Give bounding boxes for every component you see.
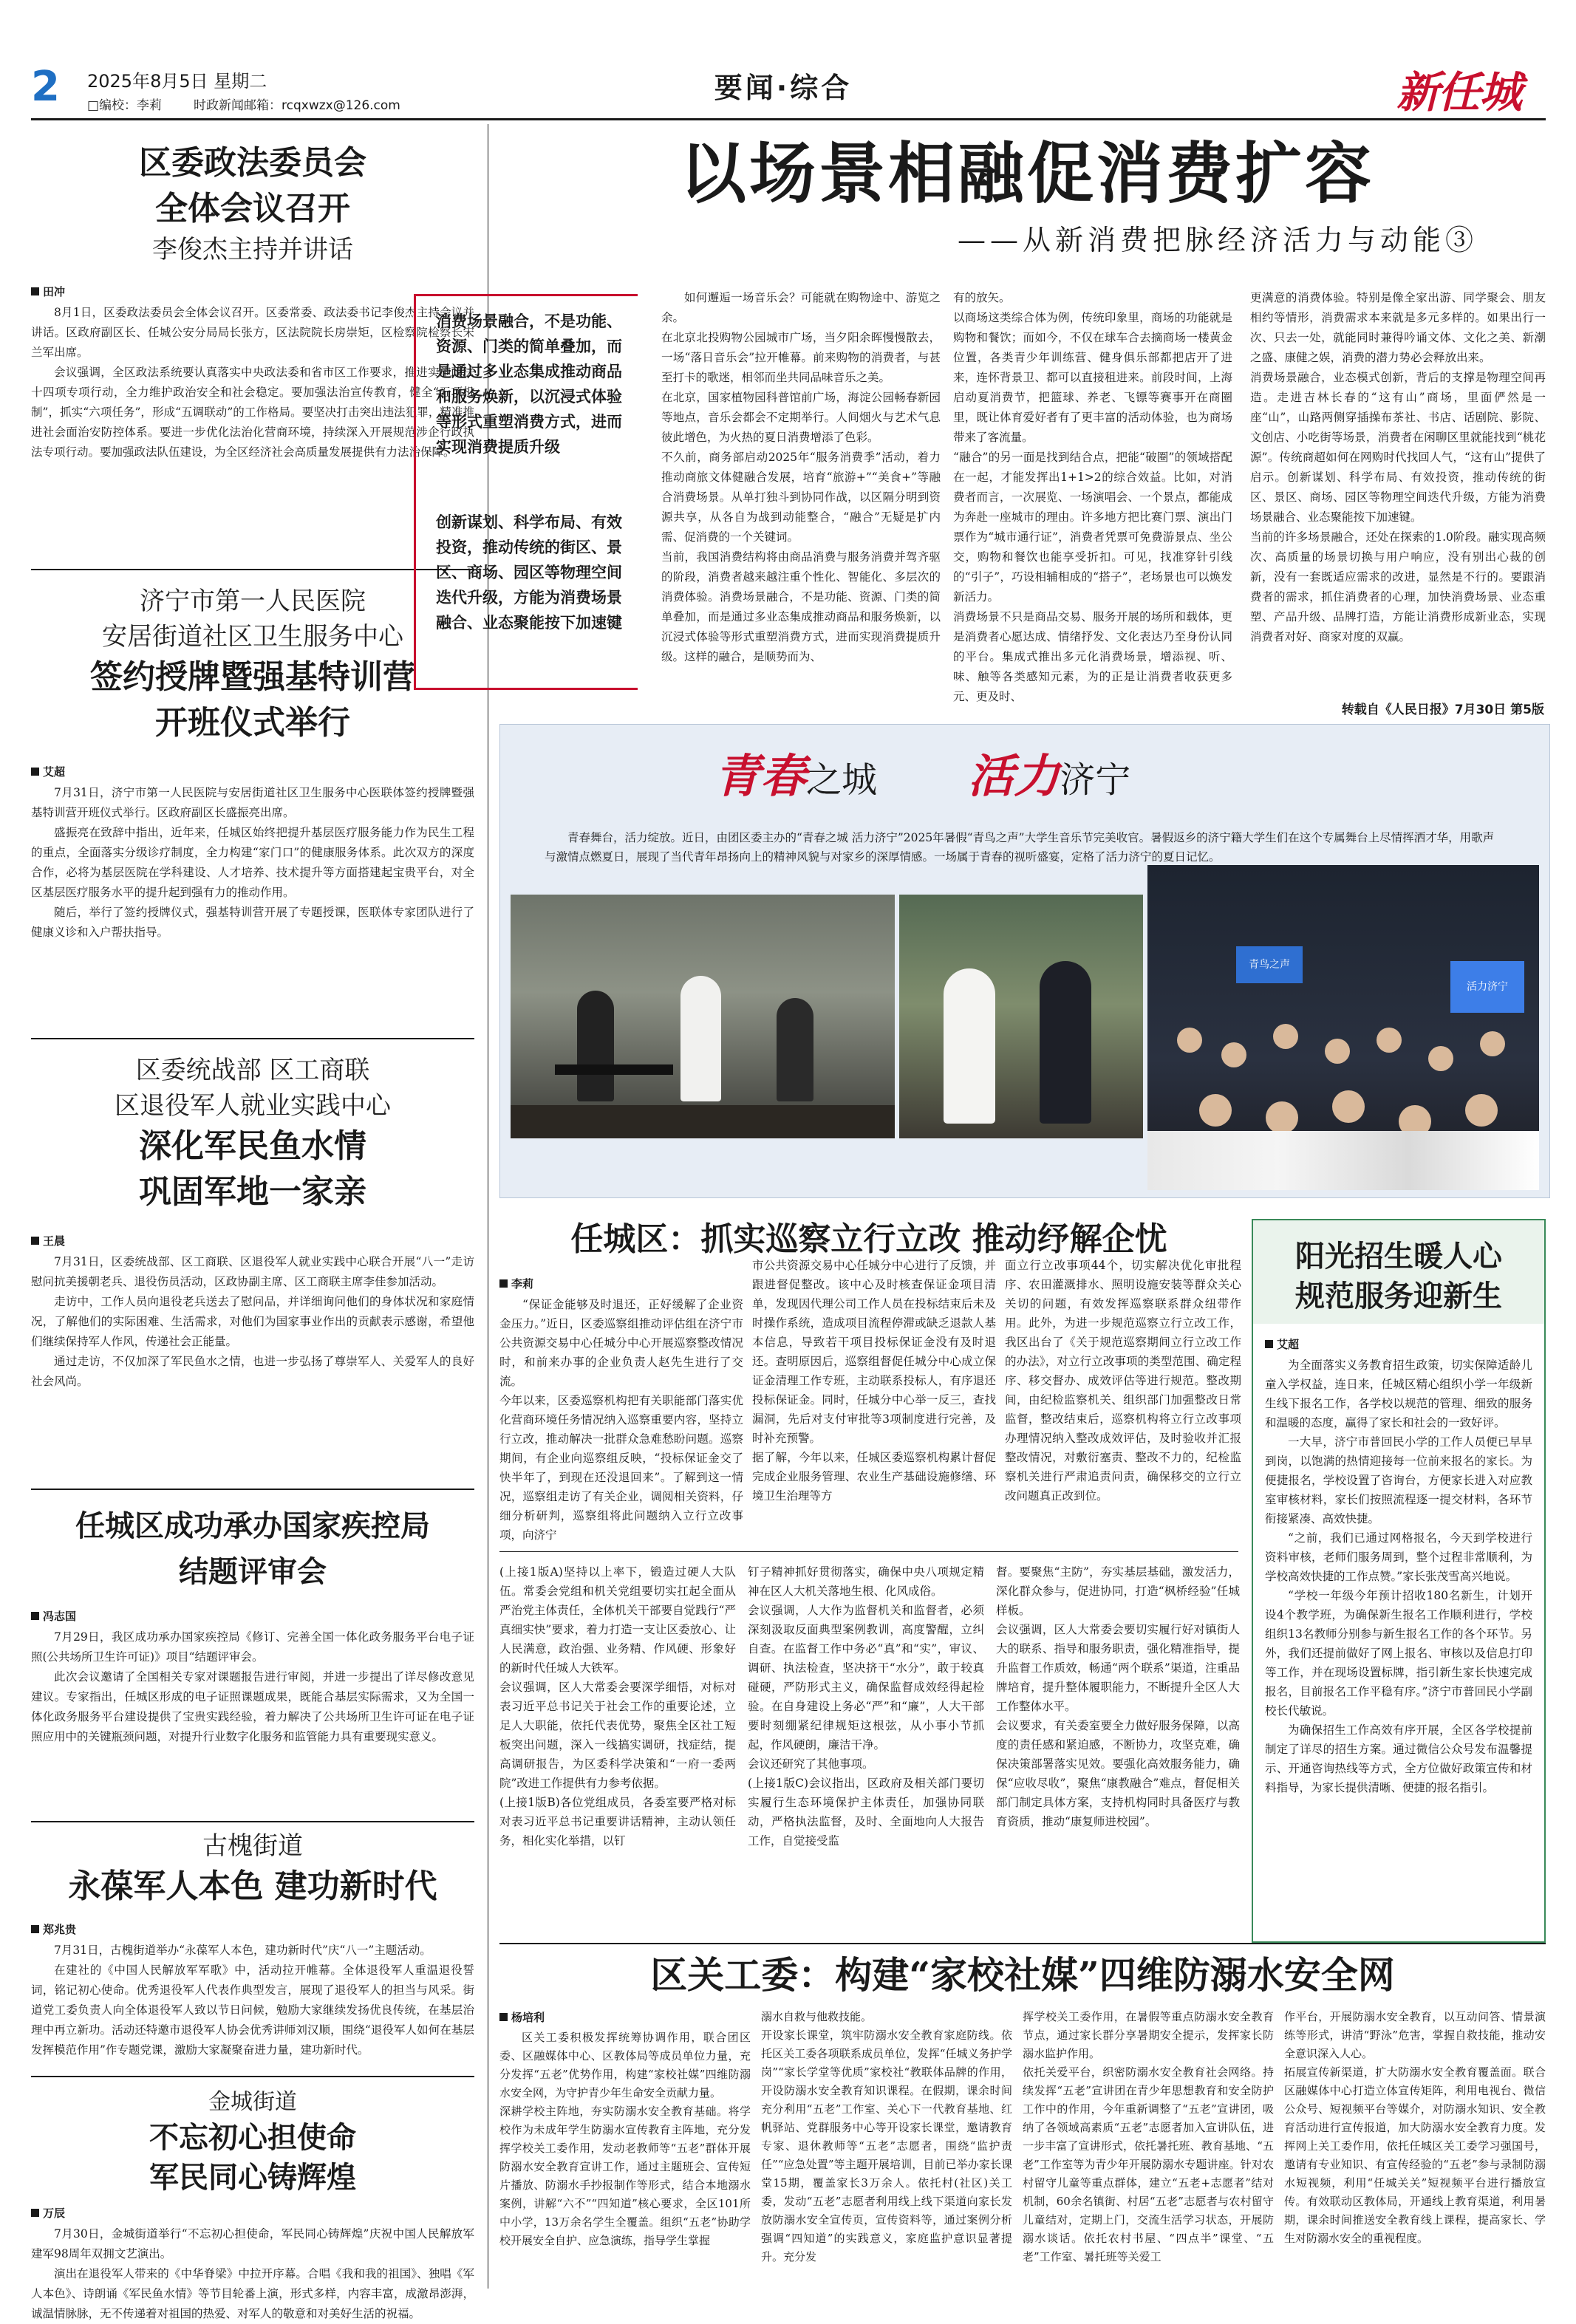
- audience-member: [1465, 1094, 1498, 1127]
- paragraph: 随后，举行了签约授牌仪式，强基特训营开展了专题授课，医联体专家团队进行了健康义诊和入户帮扶指导。: [31, 906, 474, 939]
- byline: 冯志国: [31, 1607, 474, 1626]
- paragraph: 7月30日，金城街道举行“不忘初心担使命，军民同心铸辉煌”庆祝中国人民解放军建军98周年双拥文艺演出。: [31, 2227, 474, 2260]
- feature-title: 以场景相融促消费扩容: [680, 134, 1374, 213]
- box-body: [1265, 1335, 1532, 1933]
- divider: [499, 1943, 1546, 1944]
- paragraph: 演出在退役军人带来的《中华脊梁》中拉开序幕。合唱《我和我的祖国》、独唱《军人本色》、诗朗诵《军民鱼水情》等节目轮番上演，形式多样，内容丰富，成激昂澎湃，诚温情脉脉，无不传递着对祖国的热爱、对军人的敬意和对美好生活的祝福。: [31, 2267, 474, 2320]
- issue-date: 2025年8月5日 星期二: [87, 71, 267, 92]
- byline: 杨培利: [499, 2008, 751, 2027]
- headline-line2: 军民同心铸辉煌: [149, 2160, 356, 2195]
- headline-line1: 任城区成功承办国家疾控局: [75, 1508, 430, 1543]
- performer-figure: [577, 991, 614, 1101]
- photo-band-performance: [511, 895, 895, 1138]
- audience-member: [1332, 1090, 1365, 1123]
- continued-column-3: 督。要聚焦“主防”，夯实基层基础，激发活力，深化群众参与，促进协同，打造“枫桥经验”任城样板。 会议强调，区人大常委会要切实履行好对镇街人大的联系、指导和服务职责，强化精准指导，提升监督工作质效，畅通“两个联系”渠道，注重品牌培育，提升整体履职能力，不断提升全区人大工作整体水平。 会议要求，有关委室要全力做好服务保障，以高度的责任感和紧迫感，不断协力，攻坚克难，确保决策部署落实见效。要强化高效服务能力，确保“应收尽收”，聚焦“康教融合”难点，督促相关部门制定具体方案，支持机构同时具备医疗与教育资质，推动“康复师进校园”。: [996, 1565, 1240, 1828]
- paragraph: 7月31日，古槐街道举办“永葆军人本色，建功新时代”庆“八一”主题活动。: [54, 1944, 431, 1957]
- continued-column-2: 钉子精神抓好贯彻落实，确保中央八项规定精神在区人大机关落地生根、化风成俗。 会议强调，人大作为监督机关和监督者，必须深刻汲取反面典型案例教训，高度警醒，立纠自查。在监督工作中务必“真”和“实”，审议、调研、执法检查，坚决挤干“水分”，敢于较真碰硬，严防形式主义，确保监督成效经得起检验。在自身建设上务必“严”和“廉”，人大干部要时刻绷紧纪律规矩这根弦，从小事小节抓起，作风硬朗，廉洁干净。 会议还研究了其他事项。 (上接1版C)会议指出，区政府及相关部门要切实履行生态环境保护主体责任，加强协同联动，严格执法监督，及时、全面地向人大报告工作，自觉接受监: [748, 1565, 984, 1848]
- paragraph: 会议强调，全区政法系统要认真落实中央政法委和省市区工作要求，推进实施政法十四项专项行动，全力维护政治安全和社会稳定。要加强法治宣传教育，健全“五项机制”，抓实“六项任务”，形成“五调联动”的工作格局。要坚决打击突出违法犯罪，精准推进社会面治安防控体系。要进一步优化法治化营商环境，持续深入开展规范涉企行政执法专项行动。要加强政法队伍建设，为全区经济社会高质量发展提供有力法治保障。: [31, 366, 474, 459]
- kicker-line2: 安居街道社区卫生服务中心: [102, 622, 403, 652]
- singer-figure: [1040, 961, 1091, 1124]
- audience-member: [1266, 1101, 1298, 1134]
- sunshine-enrollment-box: [1252, 1219, 1546, 1943]
- divider: [31, 1038, 474, 1039]
- paragraph: 此次会议邀请了全国相关专家对课题报告进行审阅，并进一步提出了详尽修改意见建议。专家指出，任城区形成的电子证照课题成果，既能合基层实际需求，又为全国一体化政务服务平台建设提供了宝贵实践经验，着力解决了公共场所卫生许可证在电子证照应用中的关键瓶颈问题，对提升行业数字化服务和监管能力具有重要现实意义。: [31, 1670, 474, 1743]
- feature-column-2: 有的放矢。 以商场这类综合体为例，传统印象里，商场的功能就是购物和餐饮；而如今，不仅在球车合去摘商场一楼黄金位置，各类青少年训练营、健身俱乐部都把店开了进来，连怀背景卫、都可以直接租进来。前段时间，上海启动夏消费节，把篮球、养老、飞镖等赛事开在商圈里，既让体育爱好者有了更丰富的活动体验，也为商场带来了客流量。 “融合”的另一面是找到结合点，把能“破圈”的领域搭配在一起，才能发挥出1+1>2的综合效益。比如，对消费者而言，一次展览、一场演唱会、一个景点，都能成为奔赴一座城市的理由。许多地方把比赛门票、演出门票作为“城市通行证”，消费者凭票可免费游景点、坐公交，购物和餐饮也能享受折扣。可见，找准穿针引线的“引子”，巧设相辅相成的“搭子”，老场景也可以焕发新活力。 消费场景不只是商品交易、服务开展的场所和载体，更是消费者心愿达成、情绪抒发、文化表达乃至身份认同的平台。集成式推出多元化消费场景，增添视、听、味、触等各类感知元素，为的正是让消费者收获更多元、更及时、: [953, 291, 1232, 703]
- photo-singers: [899, 895, 1143, 1138]
- feature-source: 转载自《人民日报》7月30日 第5版: [1341, 703, 1544, 717]
- article-hospital-signing: [31, 584, 474, 1027]
- paragraph: 一大早，济宁市普回民小学的工作人员便已早早到岗，以饱满的热情迎接每一位前来报名的家长。为便捷报名，学校设置了咨询台，方便家长进入对应教室审核材料，家长们按照流程逐一提交材料，各环节衔接紧凑、高效快捷。: [1265, 1435, 1532, 1525]
- feature-column-1: 如何邂逅一场音乐会？可能就在购物途中、游览之余。 在北京北投购物公园城市广场，当夕阳余晖慢慢散去，一场“落日音乐会”拉开帷幕。前来购物的消费者，与甚至打卡的歌迷，相邻而坐共同品味音乐之美。 在北京，国家植物园科普馆前广场，海淀公园畅春新园等地点，音乐会都会不定期举行。人间烟火与艺术气息彼此增色，为火热的夏日消费增添了色彩。 不久前，商务部启动2025年“服务消费季”活动，着力推动商旅文体健融合发展，培育“旅游+”“美食+”等融合消费场景。从单打独斗到协同作战，以区隔分明到资源共享，从各自为战到动能整合，“融合”无疑是扩内需、促消费的一个关键词。 当前，我国消费结构将由商品消费与服务消费并驾齐驱的阶段，消费者越来越注重个性化、智能化、多层次的消费体验。消费场景融合，不是功能、资源、门类的简单叠加，而是通过多业态集成推动商品和服务焕新，以沉浸式体验等形式重塑消费方式，进而实现消费提质升级。这样的融合，是顺势而为、: [661, 291, 941, 663]
- drowning-column-3: 挥学校关工委作用，在暑假等重点防溺水安全教育节点，通过家长群分享暑期安全提示，发挥家长防溺水监护作用。 依托关爱平台，织密防溺水安全教育社会网络。持续发挥“五老”宣讲团在青少年思想教育和安全防护工作中的作用，今年重新调整了“五老”宣讲团，吸纳了各领域高素质“五老”志愿者加入宣讲队伍，进一步丰富了宣讲形式，依托暑托班、教育基地、“五老”工作室等为青少年开展防溺水专题讲座。针对农村留守儿童等重点群体，建立“五老+志愿者”结对机制，60余名镇街、村居“五老”志愿者与农村留守儿童结对，定期上门，交流生活学习状态，开展防溺水谈话。依托农村书屋、“四点半”课堂、“五老”工作室、暑托班等关爱工: [1023, 2010, 1274, 2263]
- kicker: 金城街道: [208, 2089, 297, 2115]
- byline: 郑兆贵: [31, 1920, 474, 1939]
- paragraph: “学校一年级今年预计招收180名新生，计划开设4个教学班，为确保新生报名工作顺利进行，学校组织13名教师分别参与新生报名工作的各个环节。另外，我们还提前做好了网上报名、审核以及信息打印等工作，并在现场设置标牌，指引新生家长快速完成报名，目前报名工作平稳有序。”济宁市普回民小学副校长代敏说。: [1265, 1589, 1532, 1718]
- stage-floor: [511, 1105, 895, 1138]
- headline-line1: 签约授牌暨强基特训营: [90, 658, 415, 696]
- newspaper-logo: 新任城: [1396, 67, 1521, 117]
- inspection-column-1: [499, 1274, 743, 1540]
- column-text: 区关工委积极发挥统筹协调作用，联合团区委、区融媒体中心、区教体局等成员单位力量，充分发挥“五老”优势作用，构建“家校社媒”四维防溺水安全网，为守护青少年生命安全贡献力量。 深耕学校主阵地，夯实防溺水安全教育基础。将学校作为未成年学生防溺水宣传教育主阵地，充分发挥学校关工委作用，发动老教师等“五老”群体开展防溺水安全教育宣讲工作，通过主题班会、宣传短片播放、防溺水手抄报制作等形式，结合本地溺水案例，讲解“六不”“四知道”核心要求，全区101所中小学，13万余名学生全覆盖。组织“五老”协助学校开展安全自护、应急演练，指导学生掌握: [499, 2031, 751, 2247]
- singer-figure: [944, 968, 995, 1124]
- paragraph: 通过走访，不仅加深了军民鱼水之情，也进一步弘扬了尊崇军人、关爱军人的良好社会风尚。: [31, 1355, 474, 1388]
- news-email: 时政新闻邮箱：rcqxwzx@126.com: [194, 98, 400, 113]
- paragraph: 7月31日，区委统战部、区工商联、区退役军人就业实践中心联合开展“八一”走访慰问抗美援朝老兵、退役伤员活动，区政协副主席、区工商联主席李佳参加活动。: [31, 1255, 474, 1288]
- divider: [31, 1489, 474, 1490]
- feature-column-3: 更满意的消费体验。特别是像全家出游、同学聚会、朋友相约等情形，消费需求本来就是多元多样的。如果出行一次、只去一处，就能同时兼得吟诵文体、文化之美、新潮之盛、康健之娱，消费的潜力势必会释放出来。 消费场景融合，业态模式创新，背后的支撑是物理空间再造。走进吉林长春的“这有山”商场，里面俨然是一座“山”，山路两侧穿插操布茶社、书店、话剧院、影院、文创店、小吃街等场景，消费者在闲聊区里就能找到“桃花源”。传统商超如何在网购时代找回人气，“这有山”提供了启示。创新谋划、科学布局、有效投资，推动传统的街区、景区、商场、园区等物理空间迭代升级，方能为消费场景融合、业态聚能按下加速键。 当前的许多场景融合，还处在探索的1.0阶段。融实现高频次、高质量的场景切换与用户响应，没有别出心裁的创新，没有一套既适应需求的改进，显然是不行的。要跟消费者的需求，抓住消费者的心理，加快消费场景、业态重塑、产品升级、品牌打造，方能让消费形成新业态，实现消费者对好、商家对度的双赢。: [1250, 291, 1546, 643]
- headline-line2: 全体会议召开: [155, 190, 350, 228]
- pull-quote-box: [414, 294, 650, 693]
- audience-member: [1177, 1028, 1202, 1053]
- paragraph: 7月29日，我区成功承办国家疾控局《修订、完善全国一体化政务服务平台电子证照(公共场所卫生许可证)》项目“结题评审会。: [31, 1630, 474, 1664]
- audience-member: [1428, 1046, 1453, 1071]
- paragraph: 7月31日，济宁市第一人民医院与安居街道社区卫生服务中心医联体签约授牌暨强基特训营开班仪式举行。区政府副区长盛振亮出席。: [31, 786, 474, 819]
- byline: 艾超: [1265, 1335, 1532, 1354]
- pull-quote-2: 创新谋划、科学布局、有效投资，推动传统的街区、景区、商场、园区等物理空间迭代升级，方能为消费场景融合、业态聚能按下加速键: [436, 513, 622, 632]
- editor-credit: □编校：李莉: [87, 98, 163, 113]
- photo-feature: [499, 724, 1550, 1198]
- page-number: 2: [31, 63, 60, 111]
- headline-line2: 结题评审会: [179, 1554, 327, 1589]
- headline-line2: 规范服务迎新生: [1295, 1279, 1502, 1313]
- divider: [499, 1551, 1238, 1552]
- headline-line2: 巩固军地一家亲: [139, 1173, 366, 1211]
- drowning-column-2: 溺水自救与他救技能。 开设家长课堂，筑牢防溺水安全教育家庭防线。依托区关工委各项联系成员单位，发挥“任城义务护学岗”“家长学堂等优质”家校社“教联体品牌的作用，开设防溺水安全教育知识课程。在假期，课余时间充分利用“五老”工作室、关心下一代教育基地、红帆驿站、党群服务中心等开设家长课堂，邀请教育专家、退休教师等“五老”志愿者，围绕“监护责任”“应急处置”等主题开展培训，目前已举办家长课堂15期，覆盖家长3万余人。依托村(社区)关工委，发动“五老”志愿者利用线上线下渠道向家长发放防溺水安全宣传页，宣传资料等，通过案例分析强调“四知道”的实践意义，家庭监护意识显著提升。充分发: [761, 2010, 1012, 2263]
- section-title: 要闻·综合: [714, 72, 853, 104]
- audience-member: [1480, 1031, 1505, 1056]
- continued-column-1: (上接1版A)坚持以上率下，锻造过硬人大队伍。常委会党组和机关党组要切实扛起全面从严治党主体责任，全体机关干部要自觉践行“严真细实快”要求，着力打造一支让区委放心、让人民满意，政治强、业务精、作风硬、形象好的新时代任城人大铁军。 会议强调，区人大常委会要深学细悟，对标对表习近平总书记关于社会工作的重要论述，立足人大职能，依托代表优势，聚焦全区社工短板突出问题，深入一线搞实调研，找症结，提高调研报告，为区委科学决策和“一府一委两院”改进工作提供有力参考依据。 (上接1版B)各位党组成员，各委室要严格对标对表习近平总书记重要讲话精神，主动认领任务，相化实化举措，以钉: [499, 1565, 736, 1848]
- paragraph: 在建社的《中国人民解放军军歌》中，活动拉开帷幕。全体退役军人重温退役誓词，铭记初心使命。优秀退役军人代表作典型发言，展现了退役军人的担当与风采。街道党工委负责人向全体退役军人致以节日问候，勉励大家继续发扬优良传统，在基层治理中再立新功。活动还特邀市退役军人协会优秀讲师刘汉顺，围绕“退役军人如何在基层发挥模范作用”作专题党课，激励大家凝聚奋进力量，建功新时代。: [31, 1964, 474, 2057]
- kicker-line1: 济宁市第一人民医院: [140, 587, 366, 616]
- inspection-column-2: 市公共资源交易中心任城分中心进行了反馈，并跟进督促整改。该中心及时核查保证金项目清单，发现因代理公司工作人员在投标结束后未及时操作系统，造成项目流程停滞或缺乏退款人基本信息，导致若干项目投标保证金没有及时退还。查明原因后，巡察组督促任城分中心成立保证金清理工作专班，主动联系投标人，有序退还投标保证金。同时，任城分中心举一反三，查找漏洞，先后对支付审批等3项制度进行完善，及时补充预警。 据了解，今年以来，任城区委巡察机构累计督促完成企业服务管理、农业生产基础设施修缮、环境卫生治理等方: [752, 1259, 996, 1503]
- article-veterans-visit: [31, 1053, 474, 1481]
- performer-figure: [777, 998, 813, 1101]
- feature-subtitle: ——从新消费把脉经济活力与动能③: [957, 224, 1478, 256]
- headline-line1: 深化军民鱼水情: [139, 1127, 366, 1165]
- byline: 艾超: [31, 762, 474, 782]
- audience-member: [1325, 1039, 1350, 1064]
- headline: 永葆军人本色 建功新时代: [68, 1867, 437, 1905]
- byline: 李莉: [499, 1274, 743, 1293]
- headline-line1: 不忘初心担使命: [149, 2120, 356, 2155]
- drowning-column-1: [499, 2008, 751, 2289]
- drowning-headline: 区关工委：构建“家校社媒”四维防溺水安全网: [650, 1953, 1395, 1997]
- headline-line1: 阳光招生暖人心: [1295, 1239, 1502, 1274]
- inspection-column-3: 面立行立改事项44个，切实解决优化审批程序、农田灌溉排水、照明设施安装等群众关心关切的问题，有效发挥巡察联系群众纽带作用。此外，为进一步规范巡察立行立改工作，我区出台了《关于规范巡察期间立行立改工作的办法》，对立行立改事项的类型范围、确定程序、移交督办、成效评估等进行规范。整改期间，由纪检监察机关、组织部门加强整改日常监督，整改结束后，巡察机构将立行立改事项办理情况纳入整改成效评估，及时验收并汇报整改情况，对敷衍塞责、整改不力的，纪检监察机关进行严肃追责问责，确保移交的立行立改问题真正改到位。: [1005, 1259, 1241, 1503]
- keyboard-shape: [555, 1064, 673, 1075]
- paragraph: 盛振亮在致辞中指出，近年来，任城区始终把提升基层医疗服务能力作为民生工程的重点，全面落实分级诊疗制度，全力构建“家门口”的健康服务体系。此次双方的深度合作，必将为基层医院在学科建设、人才培养、技术提升等方面搭建起宝贵平台，对全区基层医疗服务水平的提升起到强有力的推动作用。: [31, 826, 474, 899]
- banner-word-youth: 青春: [714, 749, 807, 803]
- headline-line1: 区委政法委员会: [139, 144, 366, 182]
- byline: 田冲: [31, 282, 474, 301]
- paragraph: 为全面落实义务教育招生政策，切实保障适龄儿童入学权益，连日来，任城区精心组织小学一年级新生线下报名工作，各学校以规范的管理、细致的服务和温暖的态度，赢得了家长和社会的一致好评。: [1265, 1358, 1532, 1429]
- banner-word-city: 之城: [806, 759, 878, 801]
- audience-sign: 活力济宁: [1450, 961, 1524, 1013]
- article-jincheng-street: [31, 2087, 474, 2320]
- audience-member: [1221, 1042, 1246, 1067]
- audience-member: [1273, 1024, 1298, 1049]
- banner-title: [714, 747, 1379, 806]
- paragraph: 为确保招生工作高效有序开展，全区各学校提前制定了详尽的招生方案。通过微信公众号发布温馨提示、开通咨询热线等方式，全方位做好政策宣传和材料指导，为家长提供清晰、便捷的报名指引。: [1265, 1723, 1532, 1794]
- paragraph: “之前，我们已通过网格报名，今天到学校进行资料审核，老师们服务周到，整个过程非常顺利，为学校高效快捷的工作点赞。”家长张茂雪高兴地说。: [1265, 1531, 1532, 1583]
- photo-caption: 青春舞台，活力绽放。近日，由团区委主办的“青春之城 活力济宁”2025年暑假“青鸟之声”大学生音乐节完美收官。暑假返乡的济宁籍大学生们在这个专属舞台上尽情挥洒才华，用歌声与激情点燃夏日，展现了当代青年昂扬向上的精神风貌与对家乡的深厚情感。一场属于青春的视听盛宴，定格了活力济宁的夏日记忆。: [545, 831, 1495, 864]
- paragraph: 走访中，工作人员向退役老兵送去了慰问品，并详细询问他们的身体状况和家庭情况，了解他们的实际困难、生活需求，对他们为国家事业作出的贡献表示感谢，希望他们继续保持军人作风，传递社会正能量。: [31, 1295, 474, 1348]
- masthead: [0, 0, 1576, 117]
- article-cdc-review: [31, 1503, 474, 1747]
- photo-audience: [1147, 865, 1539, 1190]
- audience-banner: 青鸟之声: [1236, 946, 1303, 983]
- divider: [31, 2076, 474, 2077]
- paragraph: 8月1日，区委政法委员会全体会议召开。区委常委、政法委书记李俊杰主持会议并讲话。区政府副区长、任城公安分局局长张方，区法院院长房崇矩，区检察院检察长宋兰军出席。: [31, 306, 474, 359]
- audience-member: [1377, 1028, 1402, 1053]
- subheadline: 李俊杰主持并讲话: [152, 235, 353, 264]
- headline-line2: 开班仪式举行: [155, 704, 350, 742]
- byline: 万辰: [31, 2204, 474, 2223]
- kicker-line1: 区委统战部 区工商联: [135, 1056, 370, 1085]
- pull-quote-1: 消费场景融合，不是功能、资源、门类的简单叠加，而是通过多业态集成推动商品和服务焕新，以沉浸式体验等形式重塑消费方式，进而实现消费提质升级: [436, 312, 622, 456]
- kicker: 古槐街道: [202, 1831, 303, 1861]
- kicker-line2: 区退役军人就业实践中心: [115, 1091, 391, 1121]
- article-political-committee: [31, 140, 474, 561]
- banner-word-jining: 济宁: [1060, 759, 1131, 801]
- divider: [31, 569, 474, 570]
- banner-word-vitality: 活力: [968, 749, 1060, 803]
- divider: [31, 1821, 474, 1822]
- drowning-column-4: 作平台，开展防溺水安全教育，以互动问答、情景演练等形式，讲清“野泳”危害，掌握自救技能，推动安全意识深入人心。 拓展宣传新渠道，扩大防溺水安全教育覆盖面。联合区融媒体中心打造立体宣传矩阵，利用电视台、微信公众号、短视频平台等媒介，对防溺水知识、安全教育活动进行宣传报道，加大防溺水安全教育力度。发挥网上关工委作用，依托任城区关工委学习强国号，邀请有专业知识、有宣传经验的“五老”参与录制防溺水短视频，利用“任城关关”短视频平台进行播放宣传。有效联动区教体局，开通线上教育渠道，利用暑期，课余时间推送安全教育线上课程，提高家长、学生对防溺水安全的重视程度。: [1284, 2010, 1546, 2245]
- audience-shirts: [1147, 1131, 1539, 1190]
- audience-member: [1199, 1094, 1232, 1127]
- column-text: “保证金能够及时退还，正好缓解了企业资金压力。”近日，区委巡察组推动评估组在济宁市公共资源交易中心任城分中心开展巡察整改情况时，和前来办事的企业负责人赵先生进行了交流。 今年以来，区委巡察机构把有关职能部门落实优化营商环境任务情况纳入巡察重要内容，坚持立行立改，推动解决一批群众急难愁盼问题。巡察期间，有企业向巡察组反映，“投标保证金交了快半年了，到现在还没退回来”。了解到这一情况，巡察组走访了有关企业，调阅相关资料，仔细分析研判，巡察组将此问题纳入立行立改事项，向济宁: [499, 1298, 743, 1542]
- masthead-rule: [31, 118, 1546, 120]
- performer-figure: [680, 976, 721, 1101]
- inspection-headline: 任城区：抓实巡察立行立改 推动纾解企忧: [570, 1220, 1167, 1258]
- byline: 王晨: [31, 1231, 474, 1251]
